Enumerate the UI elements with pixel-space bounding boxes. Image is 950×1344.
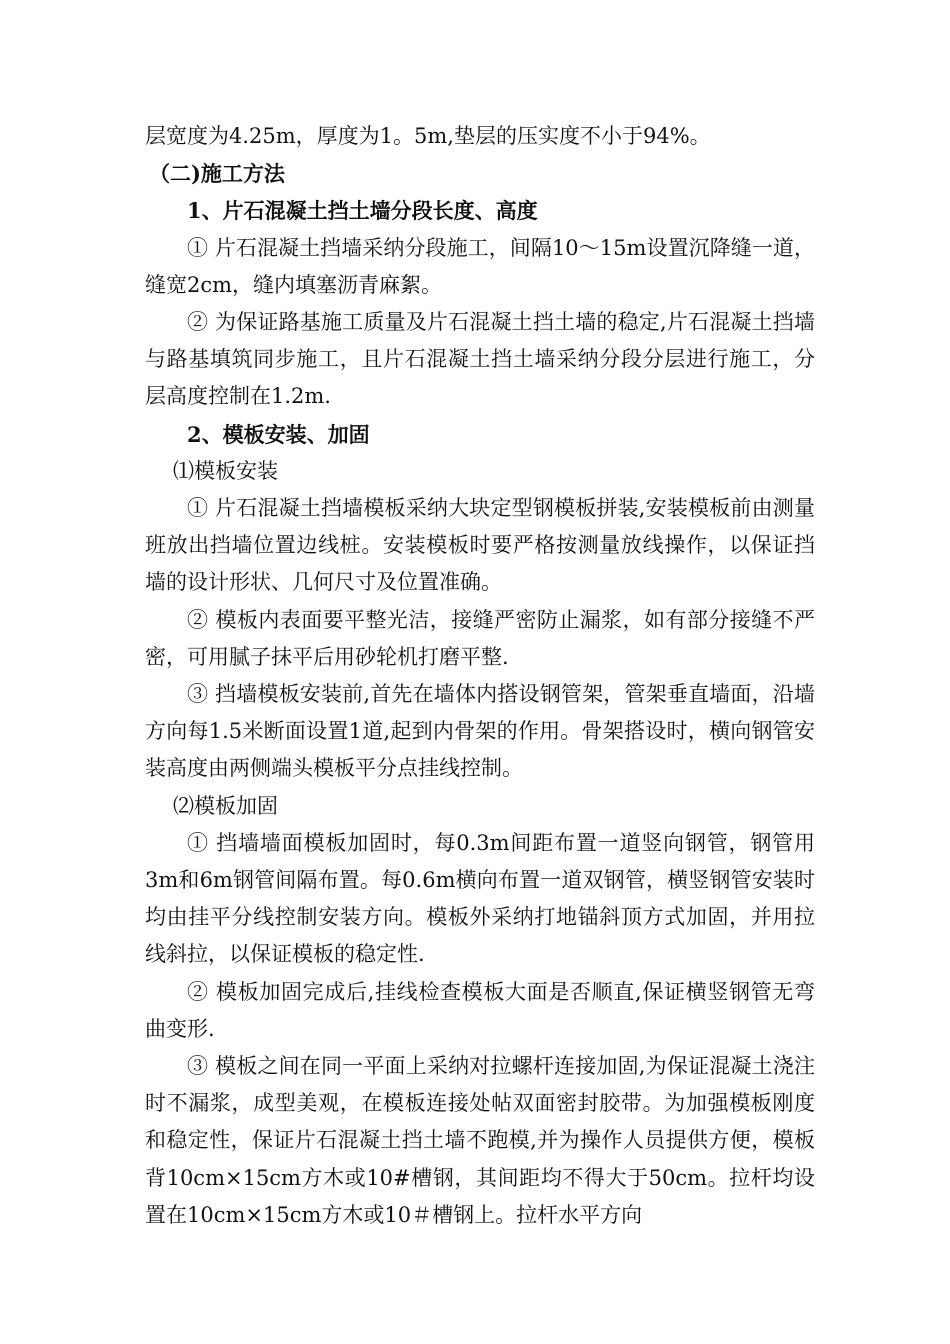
subheading-formwork-install: ⑴模板安装 — [173, 458, 278, 483]
paragraph-item: ② 为保证路基施工质量及片石混凝土挡土墙的稳定,片石混凝土挡墙与路基填筑同步施工，且片石混凝土挡土墙采纳分段分层进行施工，分层高度控制在1.2m. — [145, 310, 815, 409]
paragraph-item: ③ 挡墙模板安装前,首先在墙体内搭设钢管架，管架垂直墙面，沿墙方向每1.5米断面设置1道,起到内骨架的作用。骨架搭设时，横向钢管安装高度由两侧端头模板平分点挂线控制。 — [145, 682, 815, 781]
paragraph-item: ① 片石混凝土挡墙采纳分段施工，间隔10～15m设置沉降缝一道，缝宽2cm，缝内填塞沥青麻絮。 — [145, 235, 815, 297]
section-heading-construction-method: （二)施工方法 — [149, 161, 285, 187]
paragraph-item: ① 片石混凝土挡墙模板采纳大块定型钢模板拼装,安装模板前由测量班放出挡墙位置边线桩。安装模板时要严格按测量放线操作，以保证挡墙的设计形状、几何尺寸及位置准确。 — [145, 496, 815, 595]
paragraph-item: ① 挡墙墙面模板加固时，每0.3m间距布置一道竖向钢管，钢管用3m和6m钢管间隔布置。每0.6m横向布置一道双钢管，横竖钢管安装时均由挂平分线控制安装方向。模板外采纳打地锚斜顶方式加固，并用拉线斜拉，以保证模板的稳定性. — [145, 830, 815, 967]
subsection-heading-segment-length: 1、片石混凝土挡土墙分段长度、高度 — [187, 198, 538, 224]
paragraph-item: ② 模板内表面要平整光洁，接缝严密防止漏浆，如有部分接缝不严密，可用腻子抹平后用砂轮机打磨平整. — [145, 607, 815, 669]
paragraph-continuation: 层宽度为4.25m，厚度为1。5m,垫层的压实度不小于94%。 — [145, 124, 711, 148]
subsection-heading-formwork: 2、模板安装、加固 — [187, 421, 370, 447]
paragraph-item: ② 模板加固完成后,挂线检查模板大面是否顺直,保证横竖钢管无弯曲变形. — [145, 979, 815, 1041]
subheading-formwork-reinforce: ⑵模板加固 — [173, 793, 278, 818]
paragraph-item: ③ 模板之间在同一平面上采纳对拉螺杆连接加固,为保证混凝土浇注时不漏浆，成型美观，在模板连接处帖双面密封胶带。为加强模板刚度和稳定性，保证片石混凝土挡土墙不跑模,并为操作人员提供方便，模板背10cm×15cm方木或10#槽钢，其间距均不得大于50cm。拉杆均设置在10cm×15cm方木或10＃槽钢上。拉杆水平方向 — [145, 1054, 815, 1227]
document-body — [145, 118, 815, 1234]
